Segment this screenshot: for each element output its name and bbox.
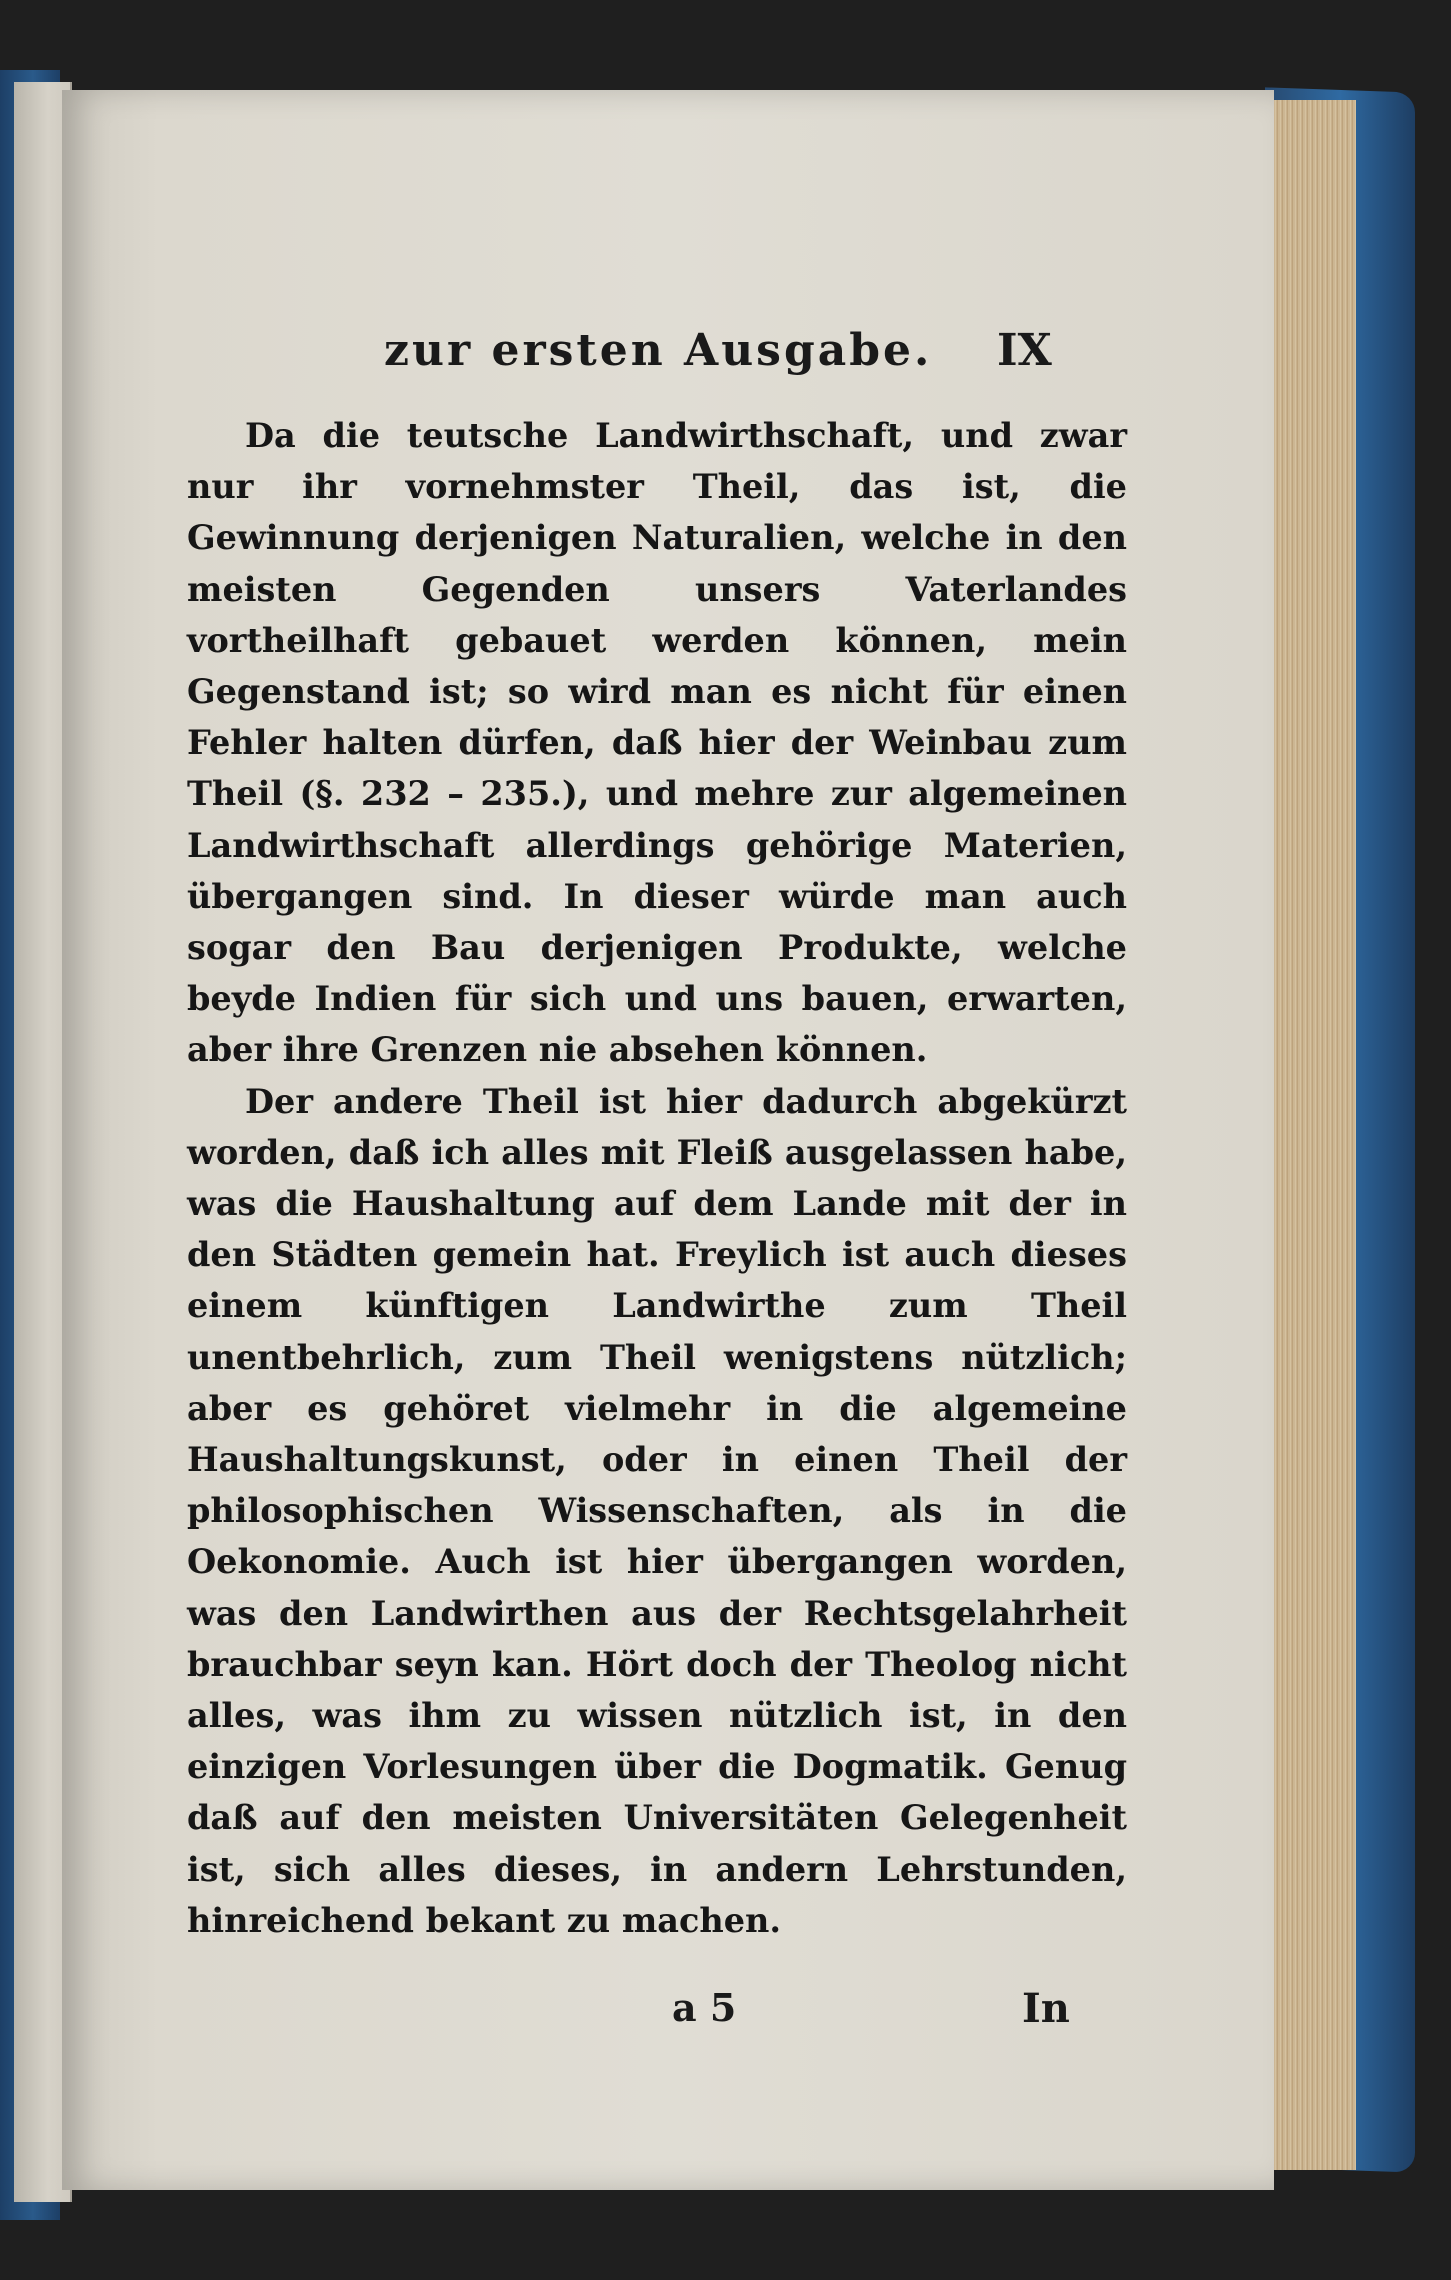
page-block-edge [1262,100,1356,2170]
catchword: In [1022,1985,1070,2032]
book-page [62,90,1274,2190]
running-head [62,325,1274,385]
footer-line [62,1985,1274,2045]
running-title: zur ersten Ausgabe. [384,325,933,376]
paragraph-1: Da die teutsche Landwirthschaft, und zwar nur ihr vornehmster Theil, das ist, die Gewinnung derjenigen Naturalien, welche in den meisten Gegenden unsers Vaterlandes vortheilhaft gebauet werden können, mein Gegenstand ist; so wird man es nicht für einen Fehler halten dürfen, daß hier der Weinbau zum Theil (§. 232 – 235.), und mehre zur algemeinen Landwirthschaft allerdings gehörige Materien, übergangen sind. In dieser würde man auch sogar den Bau derjenigen Produkte, welche beyde Indien für sich und uns bauen, erwarten, aber ihre Grenzen nie absehen können. [187,416,1127,1070]
page-number: IX [997,325,1052,376]
signature-mark: a 5 [672,1985,737,2030]
paragraph-2: Der andere Theil ist hier dadurch abgekürzt worden, daß ich alles mit Fleiß ausgelassen habe, was die Haushaltung auf dem Lande mit der in den Städten gemein hat. Freylich ist auch dieses einem künftigen Landwirthe zum Theil unentbehrlich, zum Theil wenigstens nützlich; aber es gehöret vielmehr in die algemeine Haushaltungskunst, oder in einen Theil der philosophischen Wissenschaften, als in die Oekonomie. Auch ist hier übergangen worden, was den Landwirthen aus der Rechtsgelahrheit brauchbar seyn kan. Hört doch der Theolog nicht alles, was ihm zu wissen nützlich ist, in den einzigen Vorlesungen über die Dogmatik. Genug daß auf den meisten Universitäten Gelegenheit ist, sich alles dieses, in andern Lehrstunden, hinreichend bekant zu machen. [187,1081,1127,1940]
body-text [187,410,1127,1946]
